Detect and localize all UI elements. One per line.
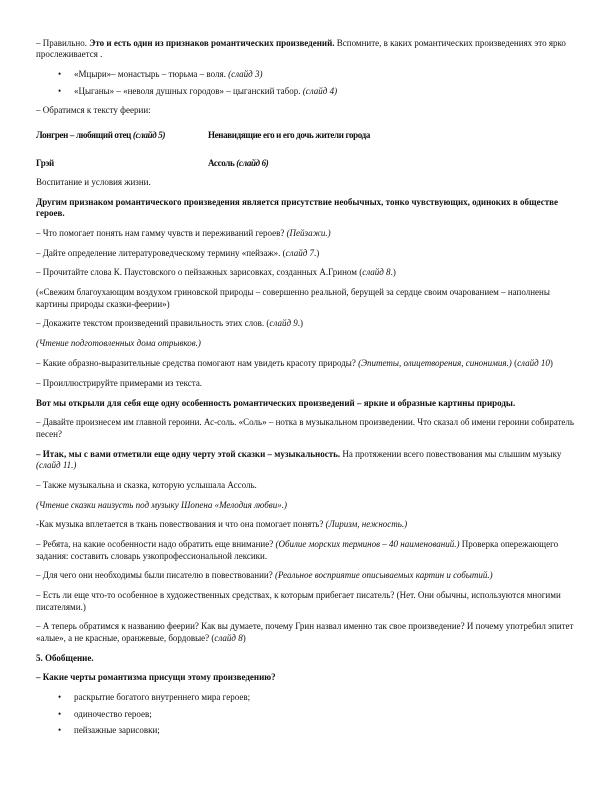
paragraph-expressive-means: [36, 358, 576, 369]
slide-ref: (слайд 3): [228, 69, 263, 80]
answer-text: (Обилие морских терминов – 40 наименований.): [275, 539, 460, 550]
document-body: [36, 38, 576, 745]
slide-ref: слайд 9: [269, 318, 298, 329]
paragraph-heroine-name: – Давайте произнесем им главной героини. Ас-соль. «Соль» – нотка в музыкальном произведении. Что сказал об имени героини собиратель песен?: [36, 417, 574, 439]
text: ): [549, 358, 553, 368]
paragraph-question-feelings: [36, 228, 576, 239]
list-item-text: «Мцыри»– монастырь – тюрьма – воля.: [74, 69, 229, 80]
text: (: [511, 358, 518, 368]
paragraph-landscape-definition: [36, 248, 576, 259]
text: На протяжении всего повествования мы слышим музыку: [340, 448, 562, 459]
table-cell-assol: [208, 157, 388, 169]
paragraph-upbringing: Воспитание и условия жизни.: [36, 176, 151, 187]
answer-text: (Пейзажи.): [286, 227, 331, 238]
paragraph-tale-music: – Также музыкальна и сказка, которую услышала Ассоль.: [36, 479, 257, 490]
section-heading-summary: 5. Обобщение.: [36, 652, 94, 663]
paragraph-prove-text: [36, 318, 576, 329]
answer-text: (Реальное восприятие описываемых картин и событий.): [274, 570, 493, 581]
text: – Прочитайте слова К. Паустовского о пейзажных зарисовках, созданных А.Грином (: [36, 267, 363, 278]
text: – Какие образно-выразительные средства помогают нам увидеть красоту природы?: [36, 358, 359, 368]
paragraph-special-means: – Есть ли еще что-то особенное в художественных средствах, к которым прибегает писатель? (Нет. Они обычны, используются многими писателями.): [36, 590, 561, 612]
slide-ref: слайд 8: [362, 267, 391, 278]
romanticism-features-list: [36, 692, 576, 736]
paragraph-illustrate: – Проиллюстрируйте примерами из текста.: [36, 377, 203, 388]
list-item: • одиночество героев;: [74, 709, 576, 720]
romantic-works-list: [36, 69, 576, 97]
answer-text: (Лиризм, нежность.): [325, 519, 408, 530]
comparison-table-row-2: [36, 157, 576, 169]
text: – Дайте определение литературоведческому термину «пейзаж». (: [36, 247, 286, 258]
text: – Правильно.: [36, 38, 90, 48]
paragraph-sea-terms: [36, 539, 576, 562]
text: -Как музыка вплетается в ткань повествования и что она помогает понять?: [36, 519, 326, 530]
text: .): [297, 318, 304, 329]
paragraph-title-question: [36, 621, 576, 644]
text: ): [242, 632, 246, 643]
table-cell-grey: Грэй: [36, 157, 54, 168]
text: Вспомните, в каких романтических произведениях это ярко прослеживается .: [36, 38, 566, 60]
slide-ref: слайд 8: [214, 632, 243, 643]
slide-ref: слайд 7: [285, 247, 315, 258]
answer-text: (Эпитеты, олицетворения, синонимия.): [358, 358, 512, 368]
paragraph-musicality: [36, 449, 576, 472]
paragraph-why-needed: [36, 570, 576, 581]
paragraph-reading-note: (Чтение подготовленных дома отрывков.): [36, 338, 201, 349]
paragraph-romanticism-question: – Какие черты романтизма присущи этому произведению?: [36, 672, 276, 683]
paragraph-correct: [36, 38, 576, 61]
table-cell-longren: [36, 129, 208, 141]
text: .): [390, 267, 396, 278]
paragraph-chopin-note: (Чтение сказки наизусть под музыку Шопена «Мелодия любви».): [36, 499, 287, 510]
paragraph-nature-feature: Вот мы открыли для себя еще одну особенность романтических произведений – яркие и образные картины природы.: [36, 397, 516, 408]
list-item-text: «Цыганы» – «неволя душных городов» – цыганский табор.: [74, 85, 303, 96]
slide-ref: (слайд 11.): [36, 460, 77, 470]
bold-text: Это и есть один из признаков романтических произведений.: [89, 38, 335, 48]
text: .): [314, 247, 320, 258]
text: – А теперь обратимся к названию феерии? Как вы думаете, почему Грин назвал именно так свое произведение? И почему употребил эпитет «алые», а не красные, оранжевые, бордовые? (: [36, 621, 574, 643]
paragraph-music-weave: [36, 519, 576, 530]
text: – Для чего они необходимы были писателю в повествовании?: [36, 570, 275, 581]
table-cell-villagers: Ненавидящие его и его дочь жители города: [208, 129, 371, 140]
slide-ref: слайд 10: [517, 358, 550, 368]
paragraph-paustovsky: [36, 267, 576, 278]
text: Проверка опережающего задания: составить словарь узкопрофессиональной лексики.: [36, 539, 559, 561]
text: – Докажите текстом произведений правильность этих слов. (: [36, 318, 270, 329]
list-item: [74, 69, 576, 80]
paragraph-refer-text: – Обратимся к тексту феерии:: [36, 105, 151, 116]
comparison-table-row-1: [36, 129, 576, 141]
list-item: • раскрытие богатого внутреннего мира героев;: [74, 692, 576, 703]
list-item: [74, 86, 576, 97]
slide-ref: (слайд 5): [132, 129, 166, 140]
paragraph-heroes-feature: Другим признаком романтического произведения является присутствие необычных, тонко чувствующих, одиноких в обществе героев.: [36, 196, 559, 219]
slide-ref: (слайд 6): [236, 157, 269, 168]
slide-ref: (слайд 4): [302, 85, 338, 96]
text: – Ребята, на какие особенности надо обратить еще внимание?: [36, 539, 276, 550]
paragraph-quote: («Свежим благоухающим воздухом гриновской природы – совершенно реальной, берущей за сердце своим очарованием – наполнены картины природы сказки-феерии»): [36, 287, 550, 309]
list-item: • пейзажные зарисовки;: [74, 725, 576, 736]
bold-text: – Итак, мы с вами отметили еще одну черту этой сказки – музыкальность.: [36, 448, 341, 459]
text: – Что помогает понять нам гамму чувств и переживаний героев?: [36, 227, 287, 238]
cell-text: Ассоль: [208, 157, 237, 168]
cell-text: Лонгрен – любящий отец: [36, 129, 133, 140]
